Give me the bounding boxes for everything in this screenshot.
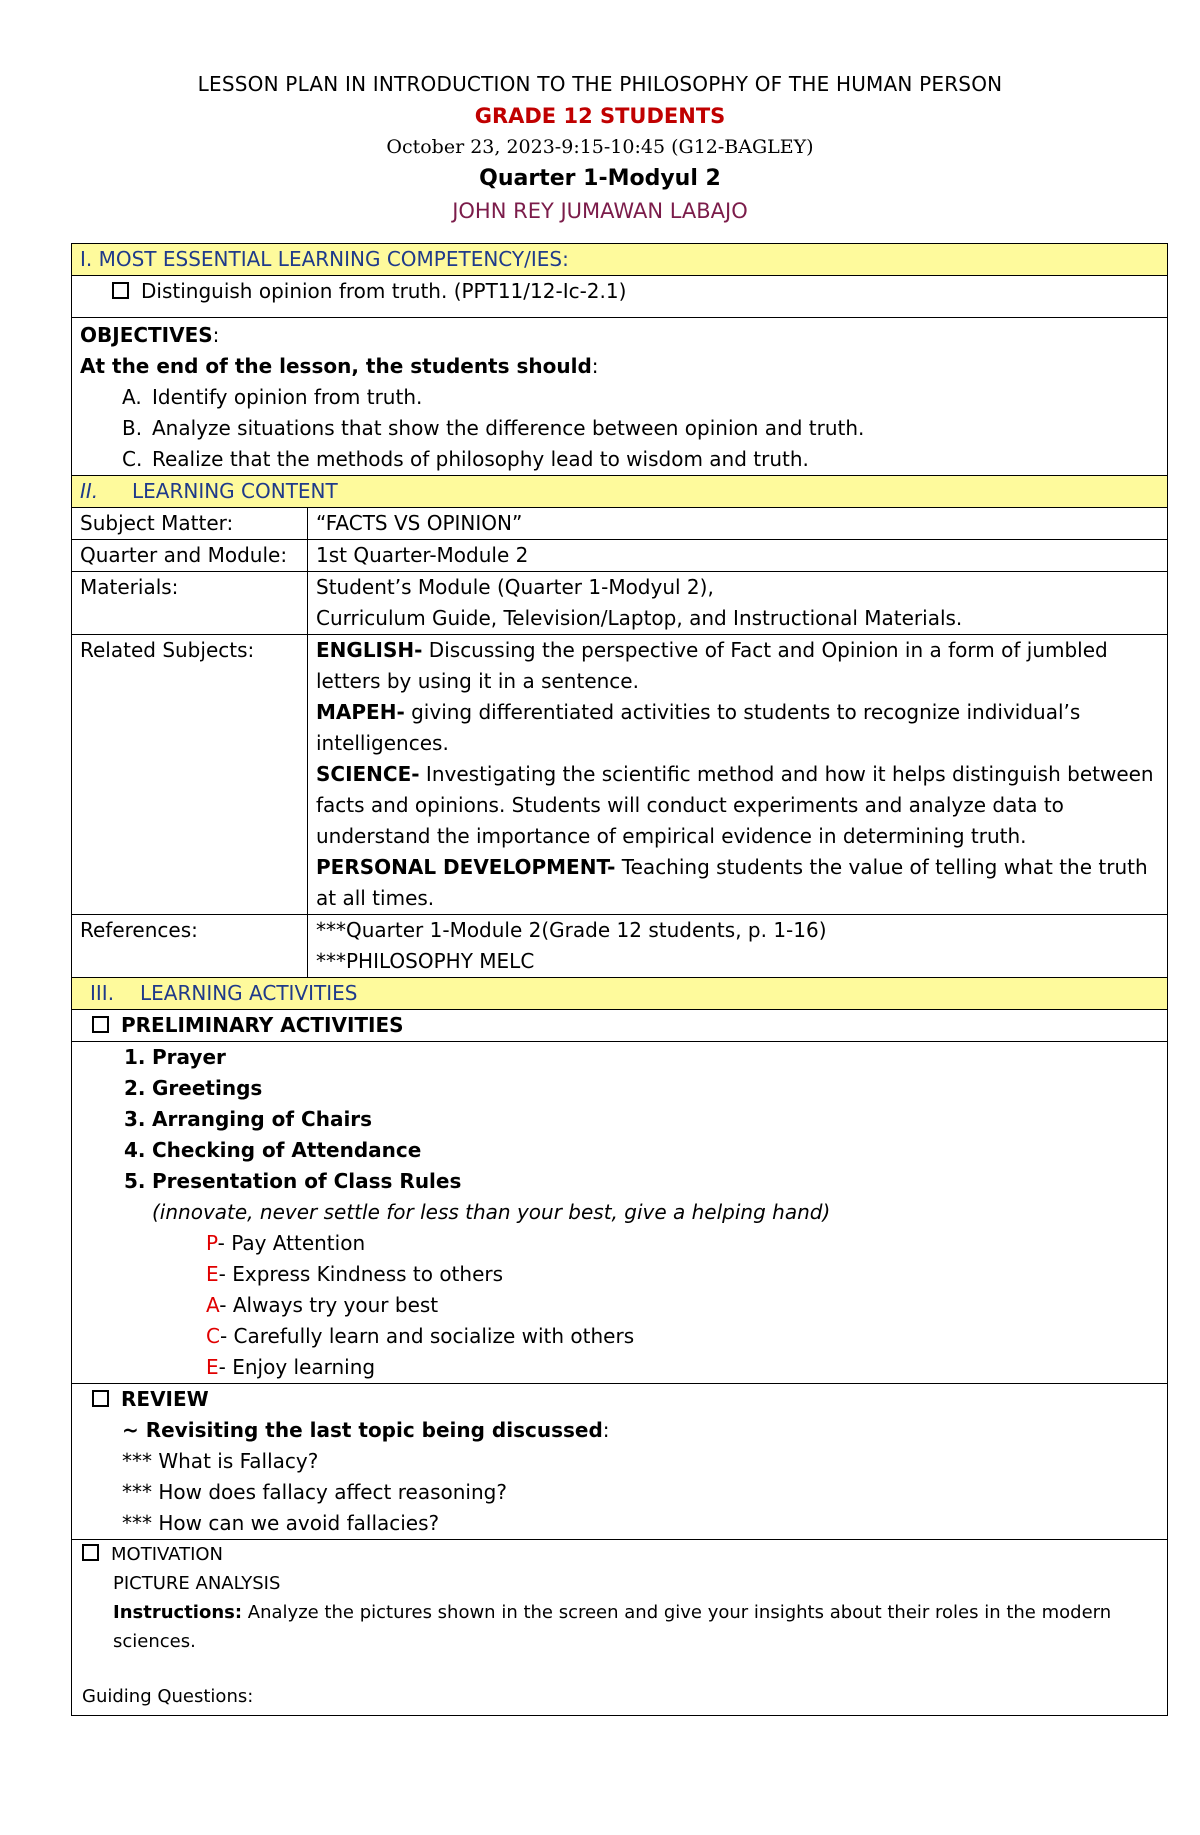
subject-value: “FACTS VS OPINION”	[308, 508, 1168, 540]
instructions-label: Instructions:	[113, 1602, 243, 1623]
competency-heading: I. MOST ESSENTIAL LEARNING COMPETENCY/IES:	[72, 244, 1168, 276]
content-heading: LEARNING CONTENT	[132, 479, 338, 503]
list-item: 3. Arranging of Chairs	[124, 1107, 373, 1131]
related-label: Related Subjects:	[72, 635, 308, 915]
preliminary-heading: PRELIMINARY ACTIVITIES	[121, 1013, 404, 1037]
materials-line-2: Curriculum Guide, Television/Laptop, and Instructional Materials.	[316, 606, 963, 630]
related-personal-development: PERSONAL DEVELOPMENT- Teaching students the value of telling what the truth at all times.	[316, 855, 1148, 910]
related-science: SCIENCE- Investigating the scientific method and how it helps distinguish between facts and opinions. Students will conduct experiments and analyze data to understand the importance of empirical evidence in determining truth.	[316, 762, 1154, 848]
content-heading-num: II.	[80, 479, 99, 503]
activities-heading-row	[72, 978, 1168, 1010]
motivation-row	[72, 1540, 1168, 1716]
activities-heading-num: III.	[90, 981, 115, 1005]
module-value: 1st Quarter-Module 2	[308, 540, 1168, 572]
list-item: C. Realize that the methods of philosophy lead to wisdom and truth.	[122, 447, 809, 471]
review-row: REVIEW ~ Revisiting the last topic being discussed: *** What is Fallacy? *** How does fallacy affect reasoning? *** How can we avoid fallacies?	[72, 1384, 1168, 1540]
checkbox-icon	[82, 1544, 99, 1561]
list-item: E- Express Kindness to others	[206, 1262, 504, 1286]
preliminary-row	[72, 1042, 1168, 1384]
table-row	[72, 915, 1168, 978]
list-item: C- Carefully learn and socialize with others	[206, 1324, 635, 1348]
list-item: *** What is Fallacy?	[122, 1449, 319, 1473]
instructions-text: Analyze the pictures shown in the screen and give your insights about their roles in the modern sciences.	[113, 1602, 1112, 1652]
content-heading-row	[72, 476, 1168, 508]
reference-2: ***PHILOSOPHY MELC	[316, 949, 535, 973]
date-line: October 23, 2023-9:15-10:45 (G12-BAGLEY)	[386, 136, 814, 158]
guiding-questions: Guiding Questions:	[82, 1686, 254, 1707]
competency-heading-row	[72, 244, 1168, 276]
document-title: LESSON PLAN IN INTRODUCTION TO THE PHILOSOPHY OF THE HUMAN PERSON	[197, 72, 1003, 96]
lesson-plan-table	[71, 243, 1168, 1716]
competency-item: Distinguish opinion from truth. (PPT11/12-Ic-2.1)	[141, 279, 627, 303]
objectives-heading: OBJECTIVES	[80, 323, 213, 347]
table-row	[72, 572, 1168, 635]
checkbox-icon	[92, 1016, 109, 1033]
checkbox-icon	[112, 282, 129, 299]
review-intro: ~ Revisiting the last topic being discussed	[122, 1418, 603, 1442]
objectives-intro: At the end of the lesson, the students should	[80, 354, 592, 378]
table-row	[72, 540, 1168, 572]
materials-label: Materials:	[72, 572, 308, 635]
related-english: ENGLISH- Discussing the perspective of Fact and Opinion in a form of jumbled letters by using it in a sentence.	[316, 638, 1108, 693]
objectives-list	[80, 382, 1159, 475]
list-item: 1. Prayer	[124, 1045, 226, 1069]
list-item: *** How can we avoid fallacies?	[122, 1511, 440, 1535]
list-item: E- Enjoy learning	[206, 1355, 376, 1379]
list-item: 2. Greetings	[124, 1076, 263, 1100]
rules-note: (innovate, never settle for less than your best, give a helping hand)	[152, 1200, 831, 1224]
objectives-row: OBJECTIVES: At the end of the lesson, the students should: A. Identify opinion from truth. B. Analyze situations that show the difference between opinion and truth. C. Realize that the methods of philosophy lead to wisdom and truth.	[72, 318, 1168, 476]
module-label: Quarter and Module:	[72, 540, 308, 572]
reference-1: ***Quarter 1-Module 2(Grade 12 students, p. 1-16)	[316, 918, 827, 942]
review-heading: REVIEW	[121, 1387, 209, 1411]
motivation-heading: MOTIVATION	[111, 1544, 224, 1565]
quarter-heading: Quarter 1-Modyul 2	[479, 166, 721, 191]
list-item: P- Pay Attention	[206, 1231, 366, 1255]
grade-heading: GRADE 12 STUDENTS	[474, 104, 726, 128]
checkbox-icon	[92, 1390, 109, 1407]
teacher-name: JOHN REY JUMAWAN LABAJO	[452, 199, 748, 223]
list-item: *** How does fallacy affect reasoning?	[122, 1480, 507, 1504]
competency-item-row	[72, 276, 1168, 318]
list-item: B. Analyze situations that show the difference between opinion and truth.	[122, 416, 865, 440]
list-item: 4. Checking of Attendance	[124, 1138, 422, 1162]
related-mapeh: MAPEH- giving differentiated activities to students to recognize individual’s intelligences.	[316, 700, 1081, 755]
references-label: References:	[72, 915, 308, 978]
table-row	[72, 635, 1168, 915]
materials-line-1: Student’s Module (Quarter 1-Modyul 2),	[316, 575, 714, 599]
activities-heading: LEARNING ACTIVITIES	[140, 981, 358, 1005]
table-row	[72, 508, 1168, 540]
list-item: A. Identify opinion from truth.	[122, 385, 423, 409]
preliminary-heading-row	[72, 1010, 1168, 1042]
subject-label: Subject Matter:	[72, 508, 308, 540]
motivation-subheading: PICTURE ANALYSIS	[113, 1573, 281, 1594]
list-item: 5. Presentation of Class Rules	[124, 1169, 462, 1193]
list-item: A- Always try your best	[206, 1293, 439, 1317]
